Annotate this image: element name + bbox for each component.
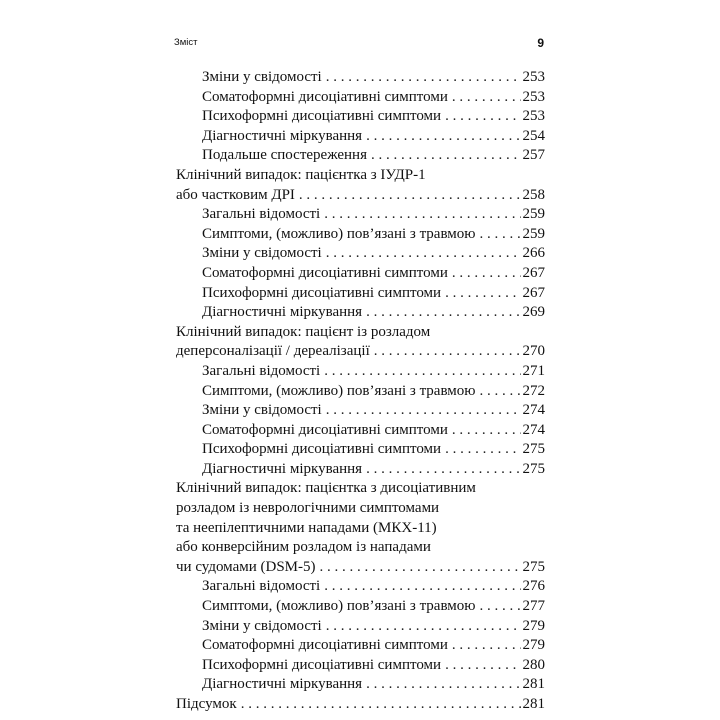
dot-leader bbox=[326, 401, 521, 421]
toc-entry-page: 269 bbox=[522, 304, 545, 321]
toc-entry-page: 277 bbox=[522, 598, 545, 615]
toc-entry-title: або конверсійним розладом із нападами bbox=[176, 539, 431, 556]
dot-leader bbox=[326, 244, 521, 264]
toc-entry bbox=[176, 597, 545, 617]
toc-entry-page: 281 bbox=[522, 696, 545, 712]
toc-entry-page: 274 bbox=[522, 402, 545, 419]
toc-entry-page: 254 bbox=[522, 127, 545, 144]
toc-entry-title: Діагностичні міркування bbox=[202, 676, 363, 693]
toc-entry bbox=[176, 538, 545, 558]
table-of-contents bbox=[176, 68, 545, 715]
dot-leader bbox=[480, 225, 521, 245]
toc-entry-title: Соматоформні дисоціативні симптоми bbox=[202, 264, 448, 281]
toc-entry bbox=[176, 460, 545, 480]
toc-entry bbox=[176, 675, 545, 695]
toc-entry-title: Діагностичні міркування bbox=[202, 127, 363, 144]
toc-entry bbox=[176, 577, 545, 597]
dot-leader bbox=[452, 264, 521, 284]
toc-entry-page: 253 bbox=[522, 108, 545, 125]
toc-entry bbox=[176, 127, 545, 147]
dot-leader bbox=[366, 303, 520, 323]
dot-leader bbox=[324, 577, 520, 597]
toc-entry-page: 267 bbox=[522, 264, 545, 281]
dot-leader bbox=[452, 636, 521, 656]
toc-entry-title: Соматоформні дисоціативні симптоми bbox=[202, 88, 448, 105]
toc-entry-title: чи судомами (DSM-5) bbox=[176, 558, 316, 575]
toc-entry-page: 276 bbox=[522, 578, 545, 595]
dot-leader bbox=[366, 675, 520, 695]
toc-entry bbox=[176, 382, 545, 402]
toc-entry-page: 257 bbox=[522, 147, 545, 164]
toc-entry-title: Соматоформні дисоціативні симптоми bbox=[202, 421, 448, 438]
toc-entry-title: Загальні відомості bbox=[202, 578, 321, 595]
toc-entry-title: Підсумок bbox=[176, 696, 237, 712]
toc-entry-page: 275 bbox=[522, 441, 545, 458]
toc-entry-title: Зміни у свідомості bbox=[202, 69, 322, 85]
toc-entry-page: 274 bbox=[522, 421, 545, 438]
dot-leader bbox=[326, 68, 521, 88]
dot-leader bbox=[324, 362, 520, 382]
toc-entry-title: Симптоми, (можливо) пов’язані з травмою bbox=[202, 598, 476, 615]
toc-entry bbox=[176, 421, 545, 441]
running-head bbox=[174, 37, 544, 51]
toc-entry-page: 275 bbox=[522, 558, 545, 575]
toc-entry-title: Загальні відомості bbox=[202, 362, 321, 379]
toc-entry bbox=[176, 225, 545, 245]
dot-leader bbox=[374, 342, 521, 362]
toc-entry bbox=[176, 695, 545, 715]
toc-entry-title: розладом із неврологічними симптомами bbox=[176, 500, 440, 517]
toc-entry-page: 275 bbox=[522, 460, 545, 477]
dot-leader bbox=[445, 284, 520, 304]
section-name: Зміст bbox=[174, 37, 198, 48]
toc-entry-page: 279 bbox=[522, 617, 545, 634]
toc-entry bbox=[176, 440, 545, 460]
toc-entry-page: 271 bbox=[522, 362, 545, 379]
dot-leader bbox=[241, 695, 521, 715]
toc-entry bbox=[176, 558, 545, 578]
toc-entry-title: Діагностичні міркування bbox=[202, 460, 363, 477]
toc-entry-page: 281 bbox=[522, 676, 545, 693]
toc-entry bbox=[176, 323, 545, 343]
toc-entry bbox=[176, 303, 545, 323]
toc-entry bbox=[176, 68, 545, 88]
dot-leader bbox=[366, 460, 520, 480]
dot-leader bbox=[299, 186, 521, 206]
toc-entry bbox=[176, 166, 545, 186]
toc-entry-title: Соматоформні дисоціативні симптоми bbox=[202, 637, 448, 654]
toc-entry bbox=[176, 636, 545, 656]
toc-entry-page: 280 bbox=[522, 656, 545, 673]
toc-entry-page: 272 bbox=[522, 382, 545, 399]
page-number: 9 bbox=[537, 36, 544, 50]
dot-leader bbox=[452, 421, 521, 441]
toc-entry bbox=[176, 107, 545, 127]
dot-leader bbox=[445, 656, 520, 676]
toc-entry bbox=[176, 362, 545, 382]
dot-leader bbox=[371, 146, 521, 166]
toc-entry-title: Психоформні дисоціативні симптоми bbox=[202, 656, 442, 673]
dot-leader bbox=[480, 597, 521, 617]
dot-leader bbox=[326, 617, 521, 637]
dot-leader bbox=[480, 382, 521, 402]
toc-entry-page: 259 bbox=[522, 225, 545, 242]
toc-entry-page: 270 bbox=[522, 343, 545, 360]
toc-entry bbox=[176, 342, 545, 362]
toc-entry-page: 259 bbox=[522, 206, 545, 223]
dot-leader bbox=[320, 558, 521, 578]
toc-entry-title: Діагностичні міркування bbox=[202, 304, 363, 321]
toc-entry-title: Клінічний випадок: пацієнтка з ІУДР-1 bbox=[176, 166, 426, 183]
toc-entry bbox=[176, 656, 545, 676]
toc-entry-title: та неепілептичними нападами (МКХ-11) bbox=[176, 519, 437, 536]
toc-entry bbox=[176, 186, 545, 206]
toc-entry-page: 258 bbox=[522, 186, 545, 203]
toc-entry bbox=[176, 244, 545, 264]
toc-entry bbox=[176, 146, 545, 166]
dot-leader bbox=[324, 205, 520, 225]
toc-entry bbox=[176, 499, 545, 519]
toc-entry-title: Симптоми, (можливо) пов’язані з травмою bbox=[202, 382, 476, 399]
toc-entry-title: Зміни у свідомості bbox=[202, 245, 322, 262]
toc-entry-title: Психоформні дисоціативні симптоми bbox=[202, 108, 442, 125]
dot-leader bbox=[366, 127, 520, 147]
dot-leader bbox=[445, 440, 520, 460]
toc-entry-page: 253 bbox=[522, 88, 545, 105]
toc-entry bbox=[176, 205, 545, 225]
toc-entry-title: Подальше спостереження bbox=[202, 147, 367, 164]
toc-entry bbox=[176, 284, 545, 304]
toc-entry-page: 266 bbox=[522, 245, 545, 262]
toc-entry-page: 279 bbox=[522, 637, 545, 654]
dot-leader bbox=[452, 88, 521, 108]
toc-entry bbox=[176, 617, 545, 637]
toc-entry bbox=[176, 519, 545, 539]
toc-entry-title: деперсоналізації / дереалізації bbox=[176, 343, 370, 360]
toc-entry bbox=[176, 88, 545, 108]
toc-entry-title: Клінічний випадок: пацієнт із розладом bbox=[176, 323, 431, 340]
toc-entry-title: Психоформні дисоціативні симптоми bbox=[202, 441, 442, 458]
toc-entry-title: Клінічний випадок: пацієнтка з дисоціативним bbox=[176, 480, 476, 497]
toc-entry-title: Психоформні дисоціативні симптоми bbox=[202, 284, 442, 301]
toc-entry-page: 267 bbox=[522, 284, 545, 301]
toc-entry-title: Зміни у свідомості bbox=[202, 402, 322, 419]
toc-entry bbox=[176, 401, 545, 421]
toc-entry-page: 253 bbox=[522, 69, 545, 85]
toc-entry-title: Зміни у свідомості bbox=[202, 617, 322, 634]
toc-entry-title: Загальні відомості bbox=[202, 206, 321, 223]
toc-entry bbox=[176, 479, 545, 499]
dot-leader bbox=[445, 107, 520, 127]
toc-entry-title: Симптоми, (можливо) пов’язані з травмою bbox=[202, 225, 476, 242]
toc-entry-title: або частковим ДРІ bbox=[176, 186, 295, 203]
toc-entry bbox=[176, 264, 545, 284]
